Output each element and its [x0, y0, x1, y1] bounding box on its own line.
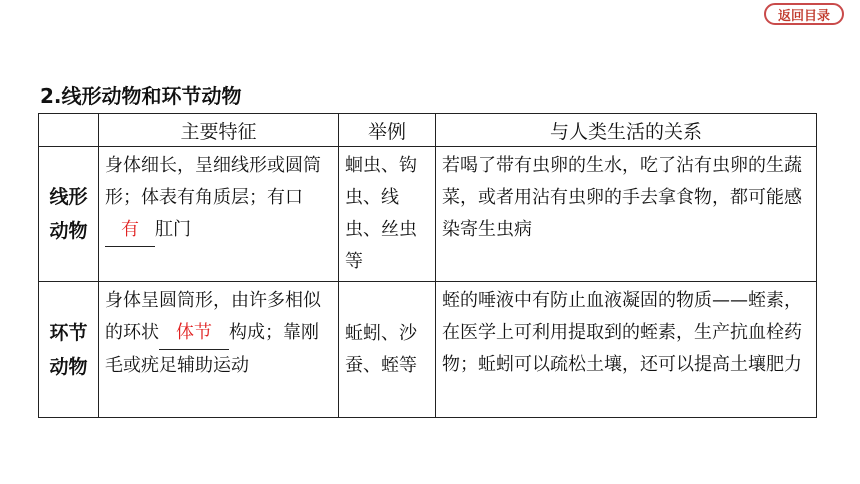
relation-cell: 若喝了带有虫卵的生水，吃了沾有虫卵的生蔬菜，或者用沾有虫卵的手去拿食物，都可能感染寄生虫病: [436, 147, 817, 282]
back-to-contents-button[interactable]: 返回目录: [764, 3, 844, 25]
relation-cell: 蛭的唾液中有防止血液凝固的物质——蛭素，在医学上可利用提取到的蛭素，生产抗血栓药物；蚯蚓可以疏松土壤，还可以提高土壤肥力: [436, 282, 817, 418]
example-cell: 蚯蚓、沙蚕、蛭等: [339, 282, 436, 418]
feature-cell: 身体呈圆筒形，由许多相似的环状 体节 构成；靠刚毛或疣足辅助运动: [99, 282, 339, 418]
header-relation: 与人类生活的关系: [436, 114, 817, 147]
feature-cell: 身体细长，呈细线形或圆筒形；体表有角质层；有口有 肛门: [99, 147, 339, 282]
section-title: 2.线形动物和环节动物: [40, 84, 242, 108]
example-cell: 蛔虫、钩虫、线虫、丝虫等: [339, 147, 436, 282]
answer-blank: 有: [105, 214, 155, 247]
row-name: 环节 动物: [39, 282, 99, 418]
header-features: 主要特征: [99, 114, 339, 147]
row-name: 线形 动物: [39, 147, 99, 282]
table-row: [39, 147, 817, 282]
header-examples: 举例: [339, 114, 436, 147]
table-header-row: [39, 114, 817, 147]
comparison-table: [38, 113, 817, 418]
header-blank: [39, 114, 99, 147]
table-row: [39, 282, 817, 418]
answer-blank: 体节: [159, 317, 229, 350]
